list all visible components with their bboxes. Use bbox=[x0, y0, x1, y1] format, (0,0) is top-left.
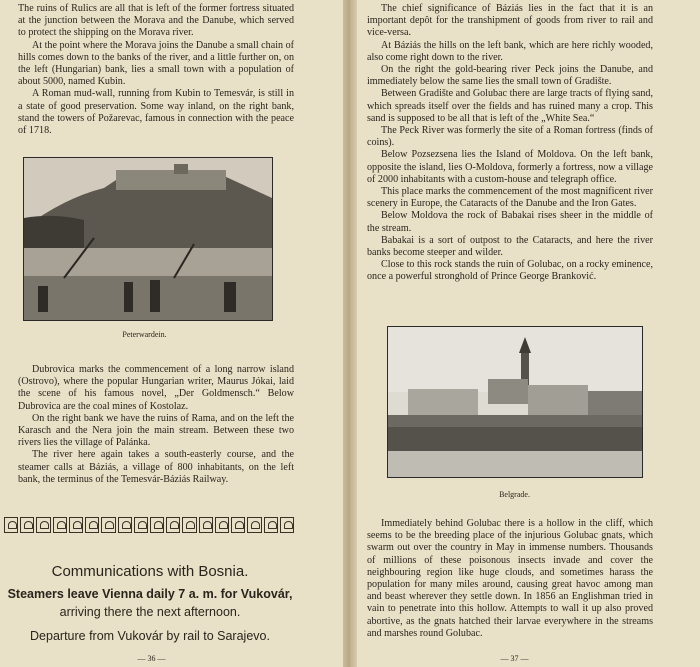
paragraph: Dubrovica marks the commencement of a long narrow island (Ostrovo), where the popular Hungarian writer, Maurus Jókai, laid the scene of his famous novel, „Der Goldmensch.“ Below Dubrovica are the coal mines of Kostolaz. bbox=[18, 364, 294, 412]
paragraph: On the right the gold-bearing river Peck joins the Danube, and immediately below the same lies the small town of Gradište. bbox=[367, 64, 653, 88]
paragraph: This place marks the commencement of the most magnificent river scenery in Europe, the Cataracts of the Danube and the Iron Gates. bbox=[367, 186, 653, 210]
paragraph: Babakai is a sort of outpost to the Cataracts, and here the river banks become steeper and wilder. bbox=[367, 234, 653, 259]
bosnia-line: arriving there the next afternoon. bbox=[59, 605, 241, 619]
paragraph: The Peck River was formerly the site of a Roman fortress (finds of coins). bbox=[367, 125, 653, 149]
left-bottom-text bbox=[18, 364, 294, 486]
left-page bbox=[0, 0, 343, 667]
peterwardein-photo bbox=[23, 157, 273, 321]
paragraph: At the point where the Morava joins the Danube a small chain of hills comes down to the banks of the river, and a little further on, on the left (Hungarian) bank, lies a small town with a population of about 5000, named Kubin. bbox=[18, 39, 294, 88]
paragraph: At Báziás the hills on the left bank, which are here richly wooded, also come right down to the river. bbox=[367, 39, 653, 63]
photo-image bbox=[24, 158, 272, 320]
photo-image bbox=[388, 327, 642, 477]
paragraph: A Roman mud-wall, running from Kubin to Temesvár, is still in a state of good preservation. Some way inland, on the right bank, stand the towers of Požarevac, famous in connection with the peace of 1718. bbox=[18, 88, 294, 137]
paragraph: Close to this rock stands the ruin of Golubac, on a rocky eminence, once a powerful stronghold of Prince George Branković. bbox=[367, 259, 653, 283]
page-number: — 37 — bbox=[500, 654, 529, 663]
book-gutter bbox=[343, 0, 357, 667]
right-top-text bbox=[367, 3, 653, 284]
belgrade-caption: Belgrade. bbox=[499, 490, 530, 499]
belgrade-photo bbox=[387, 326, 643, 478]
bosnia-line: Steamers leave Vienna daily 7 a. m. for Vukovár, bbox=[7, 587, 293, 601]
page-number: — 36 — bbox=[137, 654, 166, 663]
paragraph: The ruins of Rulics are all that is left of the former fortress situated at the junction between the Morava and the Danube, which served to protect the shipping on the Morava river. bbox=[18, 3, 294, 39]
paragraph: The chief significance of Báziás lies in the fact that it is an important depôt for the transhipment of goods from river to rail and vice-versa. bbox=[367, 3, 653, 39]
bosnia-line: Departure from Vukovár by rail to Sarajevo. bbox=[30, 629, 270, 643]
left-top-text bbox=[18, 3, 294, 137]
right-page bbox=[357, 0, 700, 667]
bosnia-heading: Communications with Bosnia. bbox=[51, 563, 249, 580]
paragraph: Below Moldova the rock of Babakai rises sheer in the middle of the stream. bbox=[367, 210, 653, 234]
paragraph: Below Pozsezsena lies the Island of Moldova. On the left bank, opposite the island, lies O-Moldova, formerly a fortress, now a village of 2000 inhabitants with a custom-house and telegraph office. bbox=[367, 149, 653, 185]
right-bottom-text bbox=[367, 518, 653, 640]
paragraph: The river here again takes a south-easterly course, and the steamer calls at Báziás, a village of 800 inhabitants, on the left bank, the terminus of the Temesvár-Báziás Railway. bbox=[18, 449, 294, 485]
paragraph: Immediately behind Golubac there is a hollow in the cliff, which seems to be the breeding place of the injurious Golubac gnats, which swarm out over the country in May in immense numbers. Thousands of millions of these poisonous insects invade and cover the neighbouring region like huge clouds, and sometimes harass the population for many miles around, causing great havoc among man and beast wherever they settle down. In 1856 an Englishman tried in vain to penetrate into this hollow. Attempts to wall it up also proved abortive, as the gnats hatched their larvae everywhere in the streams and marshes round Golubac. bbox=[367, 518, 653, 639]
decorative-border bbox=[4, 517, 294, 533]
peterwardein-caption: Peterwardein. bbox=[122, 330, 167, 339]
paragraph: On the right bank we have the ruins of Rama, and on the left the Karasch and the Nera join the main stream. Between these two rivers lies the village of Palánka. bbox=[18, 412, 294, 449]
paragraph: Between Gradište and Golubac there are large tracts of flying sand, which spreads itself over the fields and has ruined many a crop. This sand is supposed to be all that is left of the „White Sea.“ bbox=[367, 88, 653, 124]
